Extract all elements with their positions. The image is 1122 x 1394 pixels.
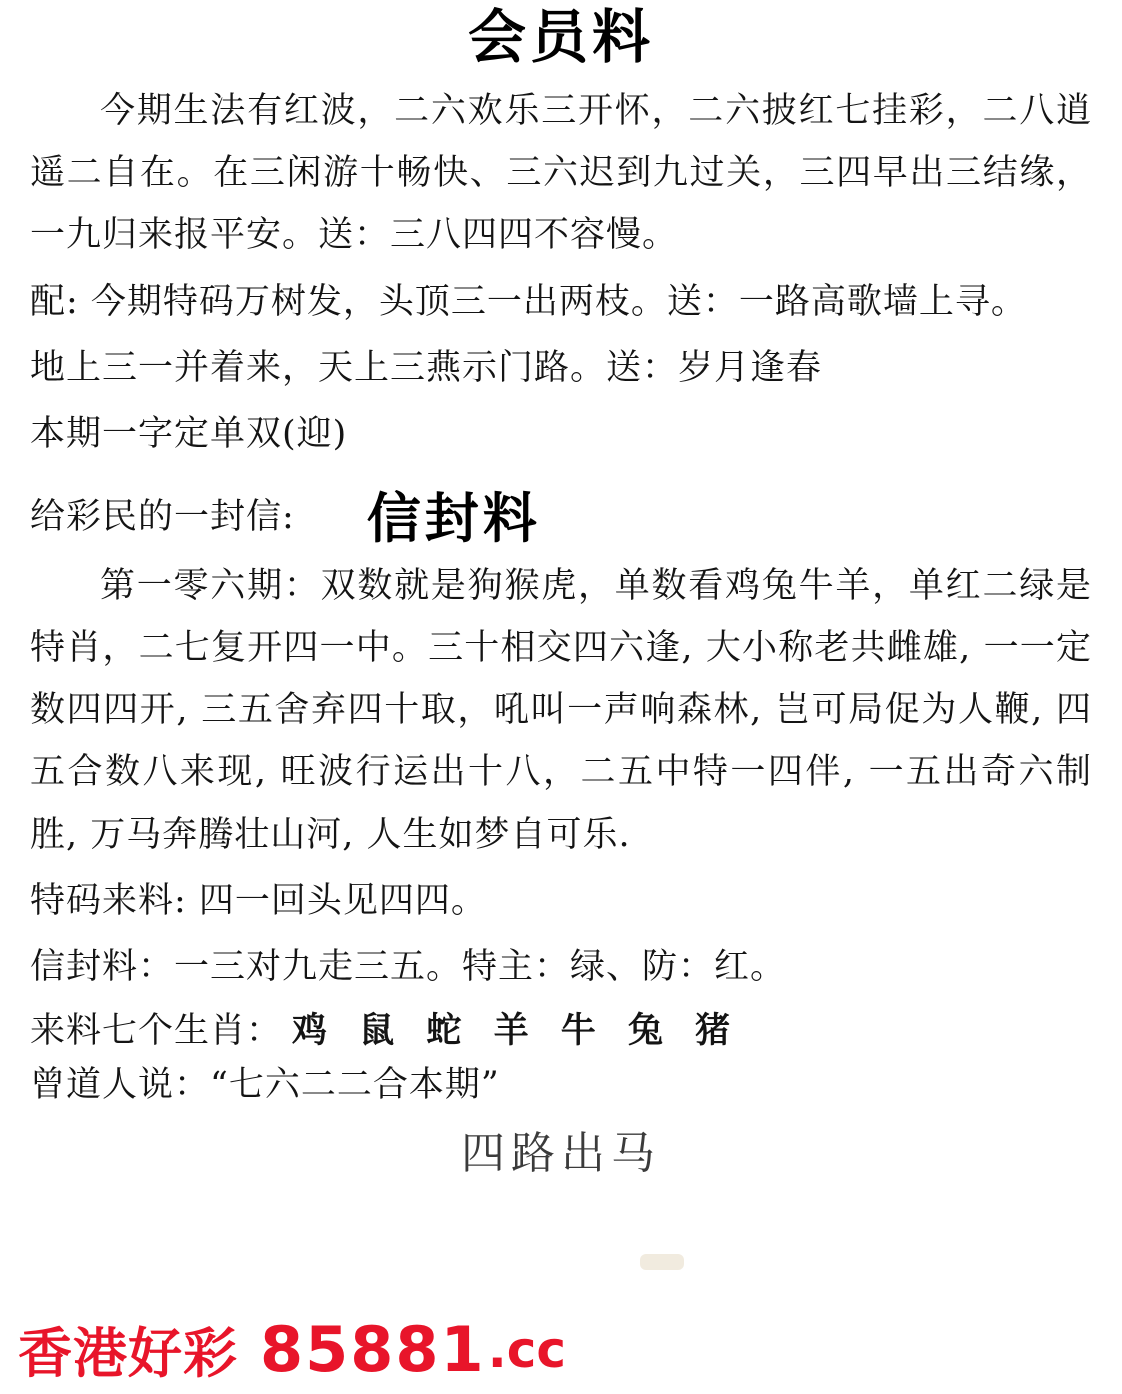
- section-two-paragraph-2: 特码来料: 四一回头见四四。: [30, 881, 487, 922]
- page-title: 会员料: [467, 3, 654, 71]
- watermark-number: 85881: [260, 1313, 486, 1386]
- section-two-paragraph-3: 信封料：一三对九走三五。特主：绿、防：红。: [30, 947, 787, 988]
- section-two-paragraph-1: 第一零六期：双数就是狗猴虎，单数看鸡兔牛羊，单红二绿是特肖，二七复开四一中。三十相交四六逢, 大小称老共雌雄, 一一定数四四开, 三五舍弃四十取，吼叫一声响森林, 岂可局促为人鞭, 四五合数八来现, 旺波行运出十八，二五中特一四伴, 一五出奇六制胜, 万马奔腾壮山河, 人生如梦自可乐.: [30, 565, 1092, 855]
- zodiac-label: 来料七个生肖：: [30, 1010, 283, 1051]
- closing-line: 四路出马: [461, 1127, 661, 1179]
- section-two-title: 信封料: [366, 486, 541, 550]
- watermark-brand: 香港好彩: [18, 1322, 238, 1385]
- document-page: [0, 3, 1122, 1394]
- quote-line: 曾道人说：“七六二二合本期”: [30, 1064, 500, 1105]
- paragraph-3: 地上三一并着来，天上三燕示门路。送：岁月逢春: [30, 347, 823, 388]
- paragraph-2: 配: 今期特码万树发，头顶三一出两枝。送：一路高歌墙上寻。: [30, 281, 1027, 322]
- paper-smudge: [640, 1254, 684, 1270]
- zodiac-animals: 鸡 鼠 蛇 羊 牛 兔 猪: [292, 1010, 741, 1051]
- watermark-tld: .cc: [487, 1320, 566, 1379]
- watermark: [18, 1311, 1104, 1388]
- zodiac-row: [30, 1003, 1092, 1053]
- paragraph-4: 本期一字定单双(迎): [30, 414, 348, 455]
- section-two-lead: 给彩民的一封信:: [30, 497, 295, 538]
- section-two-heading: [30, 476, 1092, 553]
- paragraph-1: 今期生法有红波，二六欢乐三开怀，二六披红七挂彩，二八逍遥二自在。在三闲游十畅快、三六迟到九过关，三四早出三结缘，一九归来报平安。送：三八四四不容慢。: [30, 90, 1092, 256]
